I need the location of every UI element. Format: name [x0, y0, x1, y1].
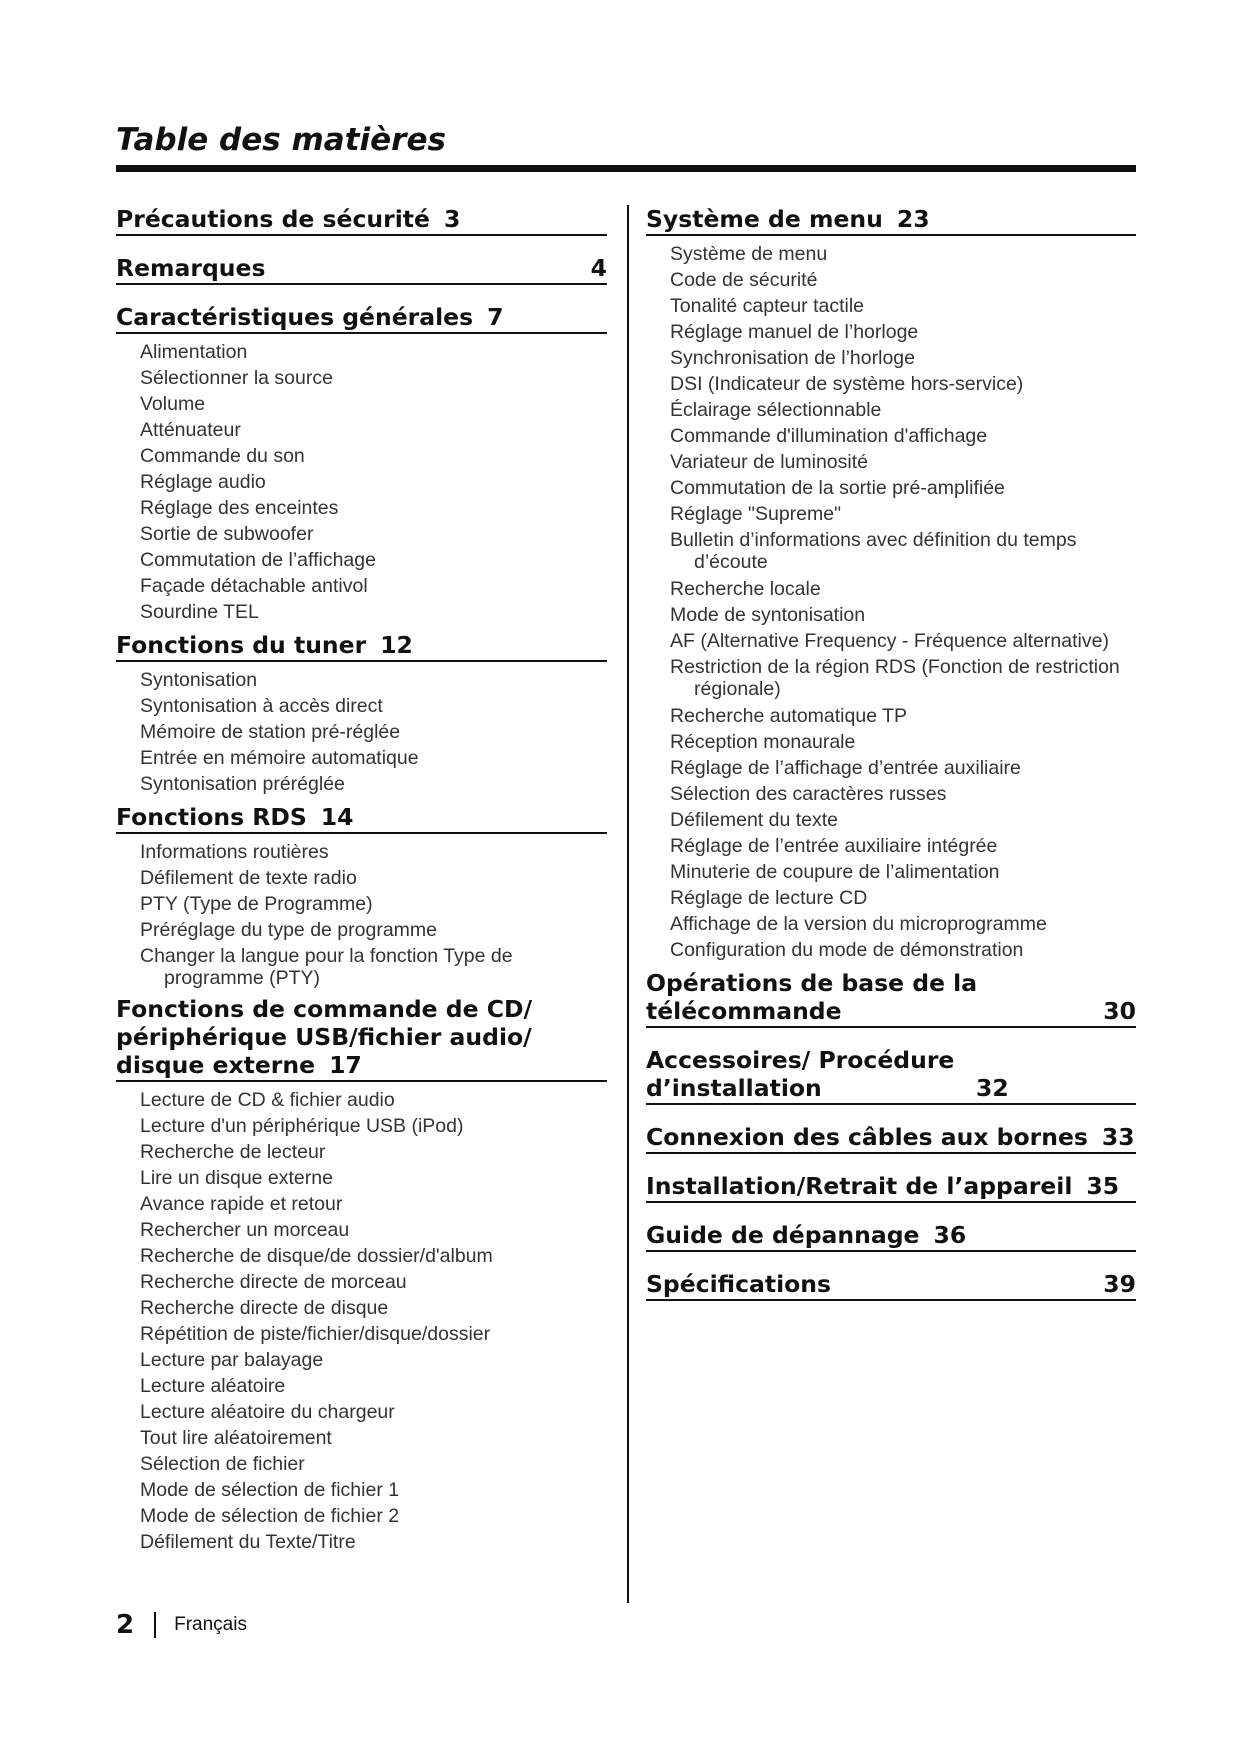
section-title [646, 1046, 1006, 1102]
section-page: 33 [1101, 1123, 1135, 1151]
toc-item[interactable]: Mode de sélection de fichier 1 [140, 1479, 400, 1501]
section-page: 32 [976, 1074, 1009, 1102]
toc-section [646, 1270, 1136, 1301]
toc-section [116, 631, 607, 797]
toc-section [116, 995, 607, 1555]
toc-item[interactable]: Configuration du mode de démonstration [670, 939, 1024, 961]
toc-item[interactable]: Recherche directe de morceau [140, 1271, 407, 1293]
toc-item[interactable]: Réglage "Supreme" [670, 503, 842, 525]
section-title [116, 995, 607, 1079]
toc-item[interactable]: Réglage de lecture CD [670, 887, 868, 909]
toc-item[interactable]: Sélection des caractères russes [670, 783, 947, 805]
toc-item[interactable]: AF (Alternative Frequency - Fréquence alternative) [670, 630, 1109, 652]
toc-item[interactable]: Variateur de luminosité [670, 451, 868, 473]
section-title: Fonctions du tuner [116, 631, 367, 659]
section-title: Système de menu [646, 205, 883, 233]
toc-item[interactable]: Lecture de CD & fichier audio [140, 1089, 395, 1111]
toc-item[interactable]: Système de menu [670, 243, 828, 265]
section-page: 36 [933, 1221, 967, 1249]
title-rule [116, 165, 1136, 172]
section-title: Remarques [116, 254, 266, 282]
toc-item[interactable]: Lecture aléatoire [140, 1375, 286, 1397]
section-items [116, 667, 607, 797]
section-page: 35 [1086, 1172, 1120, 1200]
section-title: Installation/Retrait de l’appareil [646, 1172, 1073, 1200]
toc-item[interactable]: Lecture par balayage [140, 1349, 324, 1371]
toc-section [646, 1172, 1136, 1203]
toc-item[interactable]: Sélectionner la source [140, 367, 333, 389]
section-title-text: Fonctions de commande de CD/ périphérique USB/fichier audio/ disque externe [116, 995, 533, 1079]
toc-item[interactable]: Entrée en mémoire automatique [140, 747, 419, 769]
toc-item[interactable]: Synchronisation de l’horloge [670, 347, 915, 369]
toc-item[interactable]: Tout lire aléatoirement [140, 1427, 332, 1449]
section-page: 23 [896, 205, 930, 233]
toc-item[interactable]: Éclairage sélectionnable [670, 399, 882, 421]
section-title: Opérations de base de la télécommande [646, 969, 978, 1025]
toc-item[interactable]: Changer la langue pour la fonction Type de programme (PTY) [140, 945, 513, 989]
toc-section [646, 969, 1136, 1028]
toc-section [116, 303, 607, 625]
toc-item[interactable]: Alimentation [140, 341, 248, 363]
toc-section [116, 803, 607, 989]
toc-item[interactable]: Restriction de la région RDS (Fonction de restriction régionale) [670, 656, 1120, 700]
toc-item[interactable]: Réception monaurale [670, 731, 856, 753]
section-heading-precautions[interactable] [116, 205, 607, 236]
toc-item[interactable]: Informations routières [140, 841, 329, 863]
toc-item[interactable]: Mémoire de station pré-réglée [140, 721, 401, 743]
toc-item[interactable]: Sortie de subwoofer [140, 523, 314, 545]
section-page: 14 [320, 803, 354, 831]
toc-item[interactable]: Rechercher un morceau [140, 1219, 350, 1241]
toc-item[interactable]: Affichage de la version du microprogramme [670, 913, 1047, 935]
section-title: Fonctions RDS [116, 803, 307, 831]
footer-language: Français [174, 1614, 247, 1635]
toc-item[interactable]: Avance rapide et retour [140, 1193, 343, 1215]
column-divider [627, 205, 629, 1603]
toc-item[interactable]: Commutation de l’affichage [140, 549, 376, 571]
toc-section [116, 205, 607, 236]
toc-section [116, 254, 607, 285]
toc-item[interactable]: Mode de sélection de fichier 2 [140, 1505, 400, 1527]
toc-item[interactable]: Syntonisation préréglée [140, 773, 345, 795]
toc-section [646, 1221, 1136, 1252]
toc-item[interactable]: Bulletin d’informations avec définition du temps d’écoute [670, 529, 1077, 573]
toc-item[interactable]: DSI (Indicateur de système hors-service) [670, 373, 1024, 395]
page-footer [116, 1610, 247, 1640]
section-heading-menu[interactable] [646, 205, 1136, 236]
toc-item[interactable]: Volume [140, 393, 206, 415]
section-title: Précautions de sécurité [116, 205, 430, 233]
toc-item[interactable]: Façade détachable antivol [140, 575, 368, 597]
section-heading-caracteristiques[interactable] [116, 303, 607, 334]
section-title: Guide de dépannage [646, 1221, 920, 1249]
toc-item[interactable]: Recherche de lecteur [140, 1141, 326, 1163]
toc-item[interactable]: Défilement du texte [670, 809, 839, 831]
section-page: 12 [380, 631, 413, 659]
toc-item[interactable]: Commande d'illumination d'affichage [670, 425, 988, 447]
section-items [116, 839, 607, 989]
section-heading-telecommande[interactable] [646, 969, 1136, 1028]
section-page: 17 [329, 1051, 362, 1079]
toc-item[interactable]: Lecture aléatoire du chargeur [140, 1401, 395, 1423]
section-items [116, 1087, 607, 1555]
toc-item[interactable]: Réglage des enceintes [140, 497, 339, 519]
section-page: 3 [443, 205, 461, 233]
section-heading-accessoires[interactable] [646, 1046, 1136, 1105]
toc-item[interactable]: Code de sécurité [670, 269, 818, 291]
toc-item[interactable]: Lecture d'un périphérique USB (iPod) [140, 1115, 464, 1137]
section-page: 39 [1103, 1270, 1136, 1298]
section-heading-depannage[interactable] [646, 1221, 1136, 1252]
toc-item[interactable]: Sourdine TEL [140, 601, 259, 623]
toc-section [646, 1123, 1136, 1154]
toc-item[interactable]: Syntonisation [140, 669, 258, 691]
toc-right-column [646, 205, 1136, 1301]
toc-item[interactable]: Syntonisation à accès direct [140, 695, 383, 717]
section-heading-remarques[interactable] [116, 254, 607, 285]
toc-item[interactable]: Lire un disque externe [140, 1167, 333, 1189]
toc-section [646, 1046, 1136, 1105]
section-heading-tuner[interactable] [116, 631, 607, 662]
section-title-text: Accessoires/ Procédure d’installation [646, 1046, 955, 1102]
toc-item[interactable]: Atténuateur [140, 419, 241, 441]
toc-left-column [116, 205, 607, 1561]
section-title: Spécifications [646, 1270, 832, 1298]
section-page: 7 [487, 303, 504, 331]
section-heading-installation[interactable] [646, 1172, 1136, 1203]
toc-item[interactable]: Réglage audio [140, 471, 266, 493]
section-items [116, 339, 607, 625]
page-title: Table des matières [116, 122, 446, 158]
toc-item[interactable]: Réglage de l’entrée auxiliaire intégrée [670, 835, 998, 857]
section-items [646, 241, 1136, 963]
toc-item[interactable]: Défilement du Texte/Titre [140, 1531, 356, 1553]
toc-item[interactable]: Commutation de la sortie pré-amplifiée [670, 477, 1005, 499]
toc-item[interactable]: Commande du son [140, 445, 305, 467]
section-page: 30 [1103, 997, 1136, 1025]
section-heading-rds[interactable] [116, 803, 607, 834]
section-heading-specifications[interactable] [646, 1270, 1136, 1301]
toc-item[interactable]: Recherche directe de disque [140, 1297, 389, 1319]
toc-item[interactable]: PTY (Type de Programme) [140, 893, 373, 915]
toc-item[interactable]: Recherche automatique TP [670, 705, 908, 727]
toc-section [646, 205, 1136, 963]
toc-item[interactable]: Recherche de disque/de dossier/d'album [140, 1245, 493, 1267]
toc-item[interactable]: Défilement de texte radio [140, 867, 357, 889]
toc-item[interactable]: Réglage de l’affichage d’entrée auxiliaire [670, 757, 1021, 779]
page-number: 2 [116, 1610, 135, 1640]
toc-item[interactable]: Tonalité capteur tactile [670, 295, 865, 317]
section-page: 4 [590, 254, 607, 282]
toc-item[interactable]: Répétition de piste/fichier/disque/dossier [140, 1323, 491, 1345]
section-title: Connexion des câbles aux bornes [646, 1123, 1088, 1151]
toc-item[interactable]: Sélection de fichier [140, 1453, 305, 1475]
toc-item[interactable]: Préréglage du type de programme [140, 919, 438, 941]
toc-item[interactable]: Mode de syntonisation [670, 604, 866, 626]
section-heading-connexion[interactable] [646, 1123, 1136, 1154]
footer-separator [154, 1612, 156, 1638]
toc-item[interactable]: Réglage manuel de l’horloge [670, 321, 919, 343]
toc-item[interactable]: Recherche locale [670, 578, 821, 600]
toc-item[interactable]: Minuterie de coupure de l’alimentation [670, 861, 1000, 883]
section-title: Caractéristiques générales [116, 303, 474, 331]
section-heading-cd-usb[interactable] [116, 995, 607, 1082]
